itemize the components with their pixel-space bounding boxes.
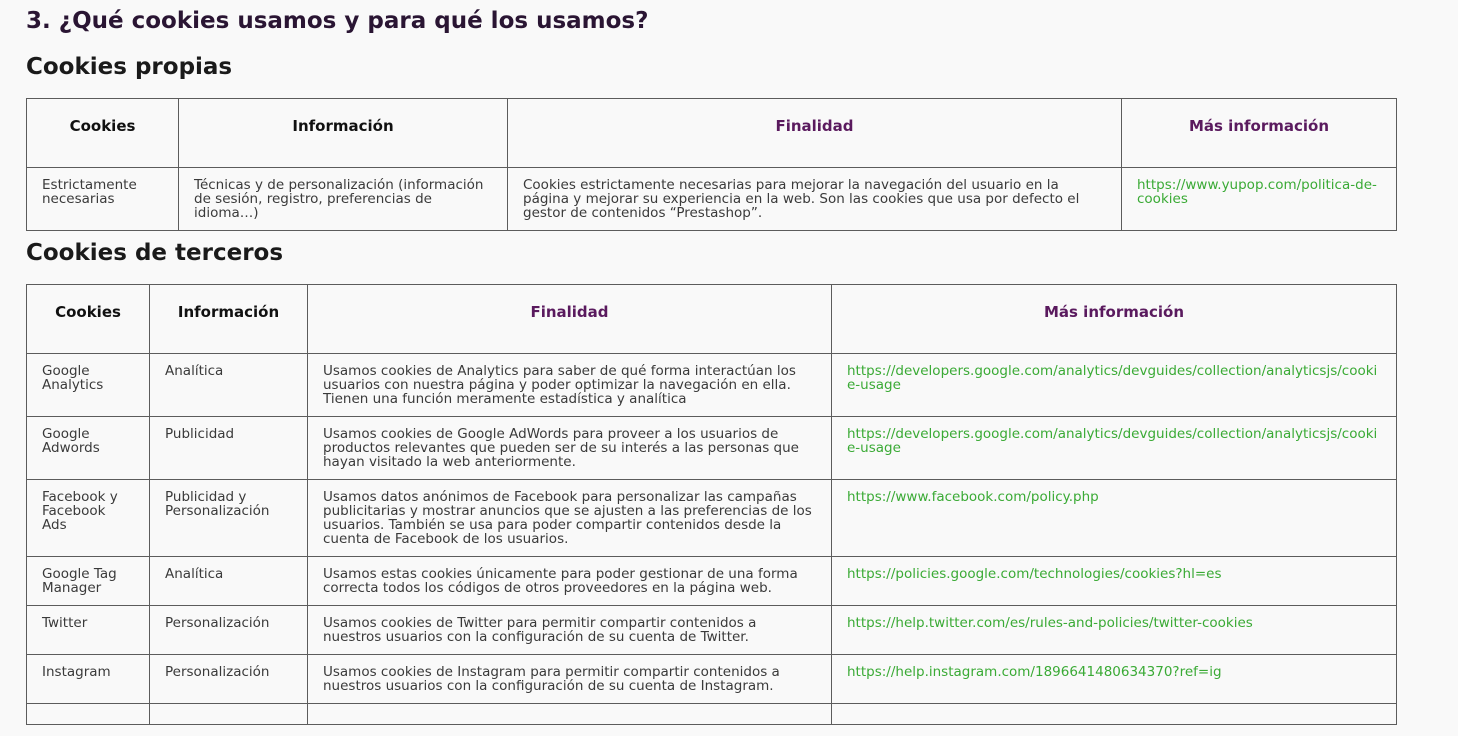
table-header-row [27,285,1397,354]
third-party-cookies-title: Cookies de terceros [26,240,284,266]
cookie-info-cell: Publicidad y Personalización [150,480,308,557]
empty-cell [832,704,1397,725]
cookie-info-cell: Analítica [150,354,308,417]
empty-cell [308,704,832,725]
empty-table-row [27,704,1397,725]
cookie-purpose-cell: Usamos cookies de Google AdWords para proveer a los usuarios de productos relevantes que pueden ser de su interés a las personas que hayan visitado la web anteriormente. [308,417,832,480]
cookie-purpose-cell: Cookies estrictamente necesarias para mejorar la navegación del usuario en la página y mejorar su experiencia en la web. Son las cookies que usa por defecto el gestor de contenidos “Prestashop”. [508,168,1122,231]
table-row [27,417,1397,480]
table-header-row [27,99,1397,168]
cookie-info-cell: Publicidad [150,417,308,480]
facebook-policy-link[interactable]: https://www.facebook.com/policy.php [847,489,1099,505]
cookie-info-cell: Personalización [150,606,308,655]
google-analytics-link[interactable]: https://developers.google.com/analytics/devguides/collection/analyticsjs/cookie-usage [847,363,1378,393]
table-row [27,480,1397,557]
cookie-purpose-cell: Usamos estas cookies únicamente para poder gestionar de una forma correcta todos los códigos de otros proveedores en la página web. [308,557,832,606]
section-title: 3. ¿Qué cookies usamos y para qué los usamos? [26,8,649,34]
table-row [27,354,1397,417]
column-header-cookies: Cookies [27,285,150,354]
column-header-cookies: Cookies [27,99,179,168]
cookie-link-cell [832,655,1397,704]
cookie-purpose-cell: Usamos datos anónimos de Facebook para personalizar las campañas publicitarias y mostrar anuncios que se ajusten a las preferencias de los usuarios. También se usa para poder compartir contenidos desde la cuenta de Facebook de los usuarios. [308,480,832,557]
table-row [27,655,1397,704]
third-party-cookies-table [26,284,1397,725]
cookie-purpose-cell: Usamos cookies de Analytics para saber de qué forma interactúan los usuarios con nuestra página y poder optimizar la navegación en ella. Tienen una función meramente estadística y analítica [308,354,832,417]
own-cookies-title: Cookies propias [26,54,233,80]
cookie-info-cell: Analítica [150,557,308,606]
cookie-policy-link[interactable]: https://www.yupop.com/politica-de-cookies [1137,177,1377,207]
twitter-cookies-link[interactable]: https://help.twitter.com/es/rules-and-policies/twitter-cookies [847,615,1253,631]
cookie-name-cell: Facebook y Facebook Ads [27,480,150,557]
cookie-name-cell: Google Adwords [27,417,150,480]
google-adwords-link[interactable]: https://developers.google.com/analytics/devguides/collection/analyticsjs/cookie-usage [847,426,1378,456]
cookie-link-cell [832,606,1397,655]
cookie-name-cell: Twitter [27,606,150,655]
cookie-link-cell [832,417,1397,480]
empty-cell [150,704,308,725]
empty-cell [27,704,150,725]
cookie-name-cell: Estrictamente necesarias [27,168,179,231]
cookie-purpose-cell: Usamos cookies de Twitter para permitir compartir contenidos a nuestros usuarios con la configuración de su cuenta de Twitter. [308,606,832,655]
cookie-name-cell: Google Analytics [27,354,150,417]
column-header-more-info: Más información [832,285,1397,354]
table-row [27,606,1397,655]
own-cookies-table [26,98,1397,231]
cookie-purpose-cell: Usamos cookies de Instagram para permitir compartir contenidos a nuestros usuarios con la configuración de su cuenta de Instagram. [308,655,832,704]
column-header-info: Información [179,99,508,168]
column-header-info: Información [150,285,308,354]
cookie-link-cell [832,480,1397,557]
column-header-purpose: Finalidad [508,99,1122,168]
cookie-info-cell: Personalización [150,655,308,704]
cookie-name-cell: Instagram [27,655,150,704]
cookie-info-cell: Técnicas y de personalización (información de sesión, registro, preferencias de idioma…) [179,168,508,231]
column-header-purpose: Finalidad [308,285,832,354]
column-header-more-info: Más información [1122,99,1397,168]
cookie-link-cell [832,557,1397,606]
cookie-name-cell: Google Tag Manager [27,557,150,606]
cookie-link-cell [832,354,1397,417]
cookie-link-cell [1122,168,1397,231]
google-tag-manager-link[interactable]: https://policies.google.com/technologies/cookies?hl=es [847,566,1222,582]
table-row [27,168,1397,231]
instagram-help-link[interactable]: https://help.instagram.com/1896641480634370?ref=ig [847,664,1222,680]
table-row [27,557,1397,606]
